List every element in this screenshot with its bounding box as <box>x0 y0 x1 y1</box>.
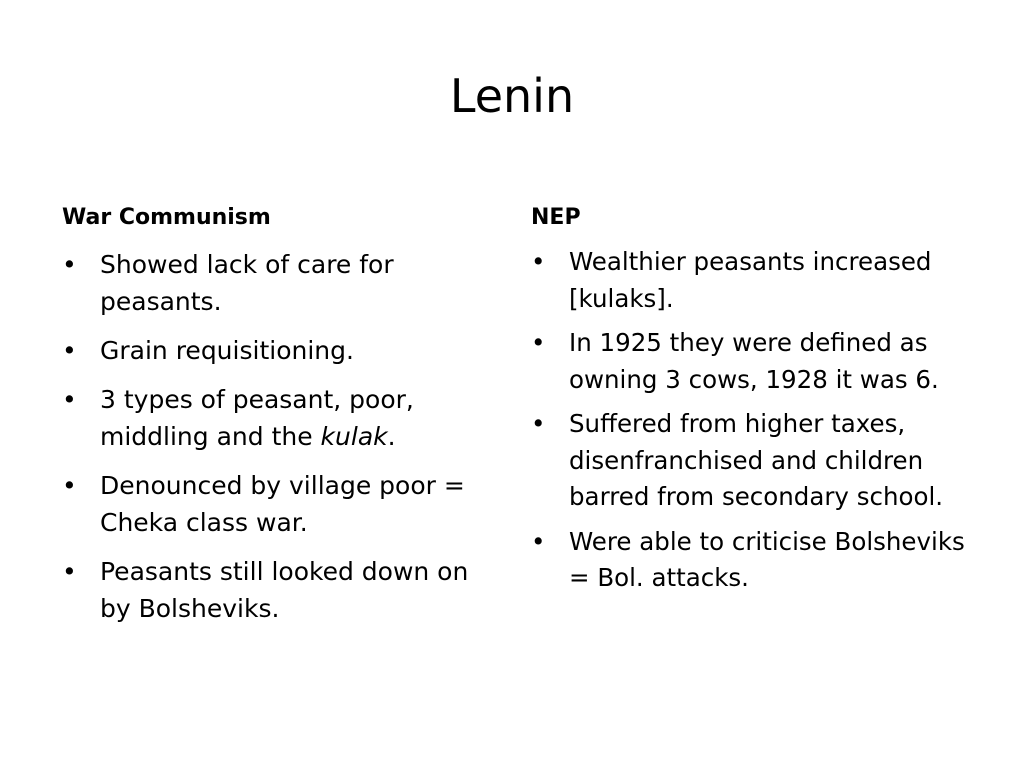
bullet-icon: • <box>62 385 77 414</box>
list-item <box>62 381 492 455</box>
list-item-text: Wealthier peasants increased [kulaks]. <box>569 247 932 313</box>
list-item <box>62 332 492 369</box>
list-item-text: Were able to criticise Bolsheviks = Bol. attacks. <box>569 526 965 592</box>
bullet-icon: • <box>531 526 546 556</box>
list-item-text <box>100 385 414 451</box>
list-item <box>531 325 971 398</box>
slide-title: Lenin <box>449 69 575 123</box>
bullet-icon: • <box>531 247 546 276</box>
war-communism-column <box>62 200 492 639</box>
list-item <box>62 246 492 320</box>
bullet-icon: • <box>62 471 77 500</box>
list-item-text: Showed lack of care for peasants. <box>100 250 394 316</box>
nep-column <box>531 200 971 605</box>
nep-heading: NEP <box>531 205 581 230</box>
bullet-icon: • <box>62 336 77 365</box>
list-item <box>531 244 971 317</box>
list-item <box>62 467 492 541</box>
war-communism-list <box>62 246 492 627</box>
bullet-icon: • <box>62 250 77 279</box>
list-item <box>531 524 971 597</box>
list-item-text: Peasants still looked down on by Bolsheviks. <box>100 557 469 623</box>
list-item-text: In 1925 they were defined as owning 3 cows, 1928 it was 6. <box>569 328 939 394</box>
bullet-icon: • <box>531 409 546 438</box>
bullet-icon: • <box>62 557 77 586</box>
list-item-text-part: . <box>387 422 396 451</box>
list-item-text: Grain requisitioning. <box>100 336 354 365</box>
list-item-text-part: 3 types of peasant, poor, middling and the <box>100 385 414 451</box>
war-communism-heading: War Communism <box>62 205 271 230</box>
list-item <box>531 406 971 516</box>
list-item-text: Denounced by village poor = Cheka class war. <box>100 471 465 537</box>
bullet-icon: • <box>531 328 546 357</box>
nep-list <box>531 244 971 597</box>
kulak-term: kulak <box>320 422 388 451</box>
list-item-text: Suffered from higher taxes, disenfranchised and children barred from secondary school. <box>569 409 944 511</box>
list-item <box>62 553 492 627</box>
